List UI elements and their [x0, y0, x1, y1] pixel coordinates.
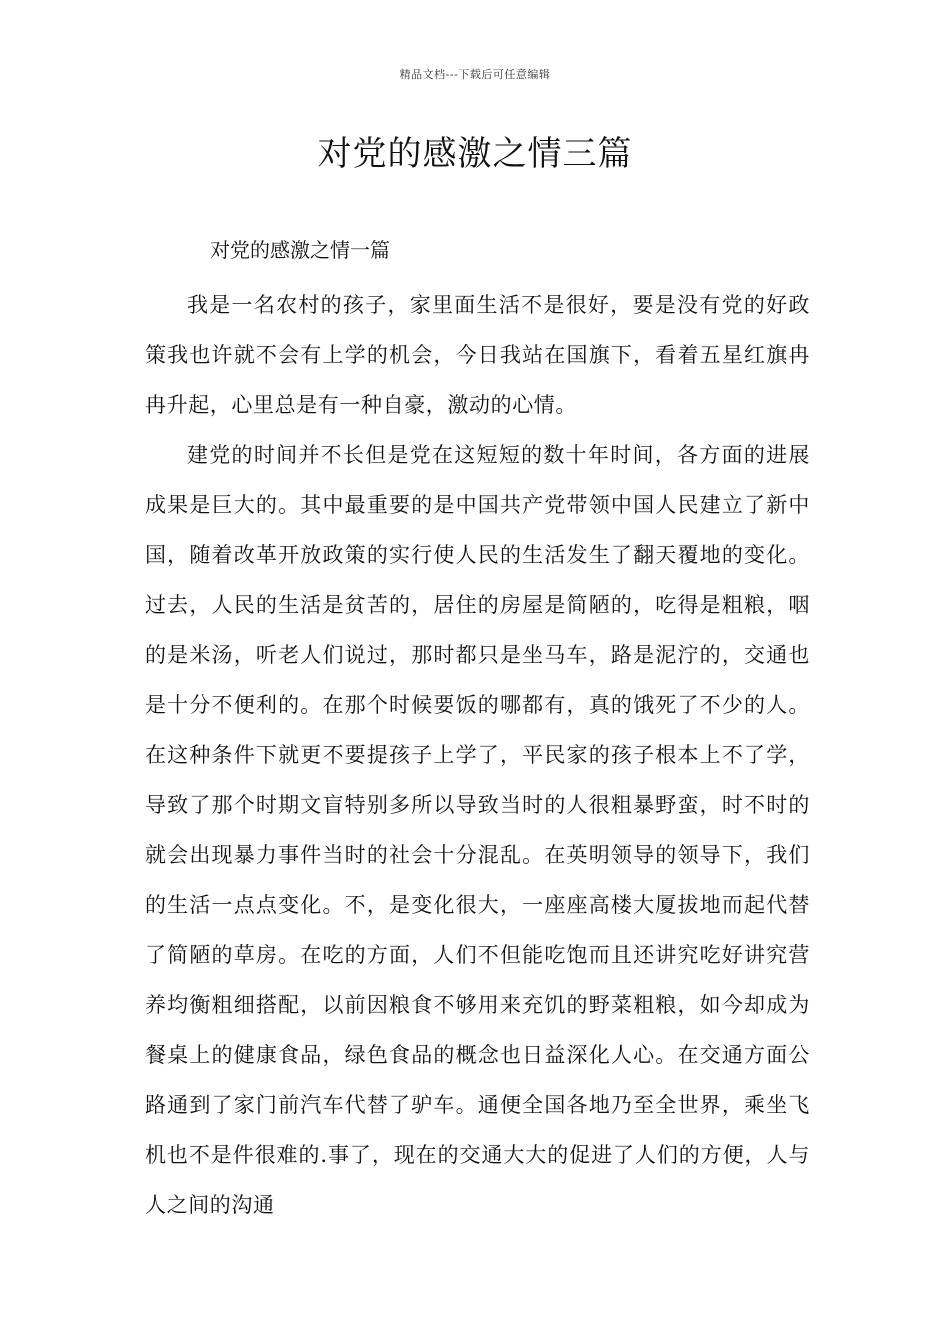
section-heading: 对党的感激之情一篇	[210, 238, 390, 262]
document-body	[145, 280, 810, 1230]
paragraph-1: 我是一名农村的孩子，家里面生活不是很好，要是没有党的好政策我也许就不会有上学的机会，今日我站在国旗下，看着五星红旗冉冉升起，心里总是有一种自豪，激动的心情。	[145, 293, 810, 417]
paragraph-2: 建党的时间并不长但是党在这短短的数十年时间，各方面的进展成果是巨大的。其中最重要的是中国共产党带领中国人民建立了新中国，随着改革开放政策的实行使人民的生活发生了翻天覆地的变化。过去，人民的生活是贫苦的，居住的房屋是简陋的，吃得是粗粮，咽的是米汤，听老人们说过，那时都只是坐马车，路是泥泞的，交通也是十分不便利的。在那个时候要饭的哪都有，真的饿死了不少的人。在这种条件下就更不要提孩子上学了，平民家的孩子根本上不了学，导致了那个时期文盲特别多所以导致当时的人很粗暴野蛮，时不时的就会出现暴力事件当时的社会十分混乱。在英明领导的领导下，我们的生活一点点变化。不，是变化很大，一座座高楼大厦拔地而起代替了简陋的草房。在吃的方面，人们不但能吃饱而且还讲究吃好讲究营养均衡粗细搭配，以前因粮食不够用来充饥的野菜粗粮，如今却成为餐桌上的健康食品，绿色食品的概念也日益深化人心。在交通方面公路通到了家门前汽车代替了驴车。通便全国各地乃至全世界，乘坐飞机也不是件很难的.事了，现在的交通大大的促进了人们的方便，人与人之间的沟通	[145, 443, 810, 1217]
header-note: 精品文档---下载后可任意编辑	[399, 68, 551, 81]
document-title: 对党的感激之情三篇	[317, 134, 633, 174]
